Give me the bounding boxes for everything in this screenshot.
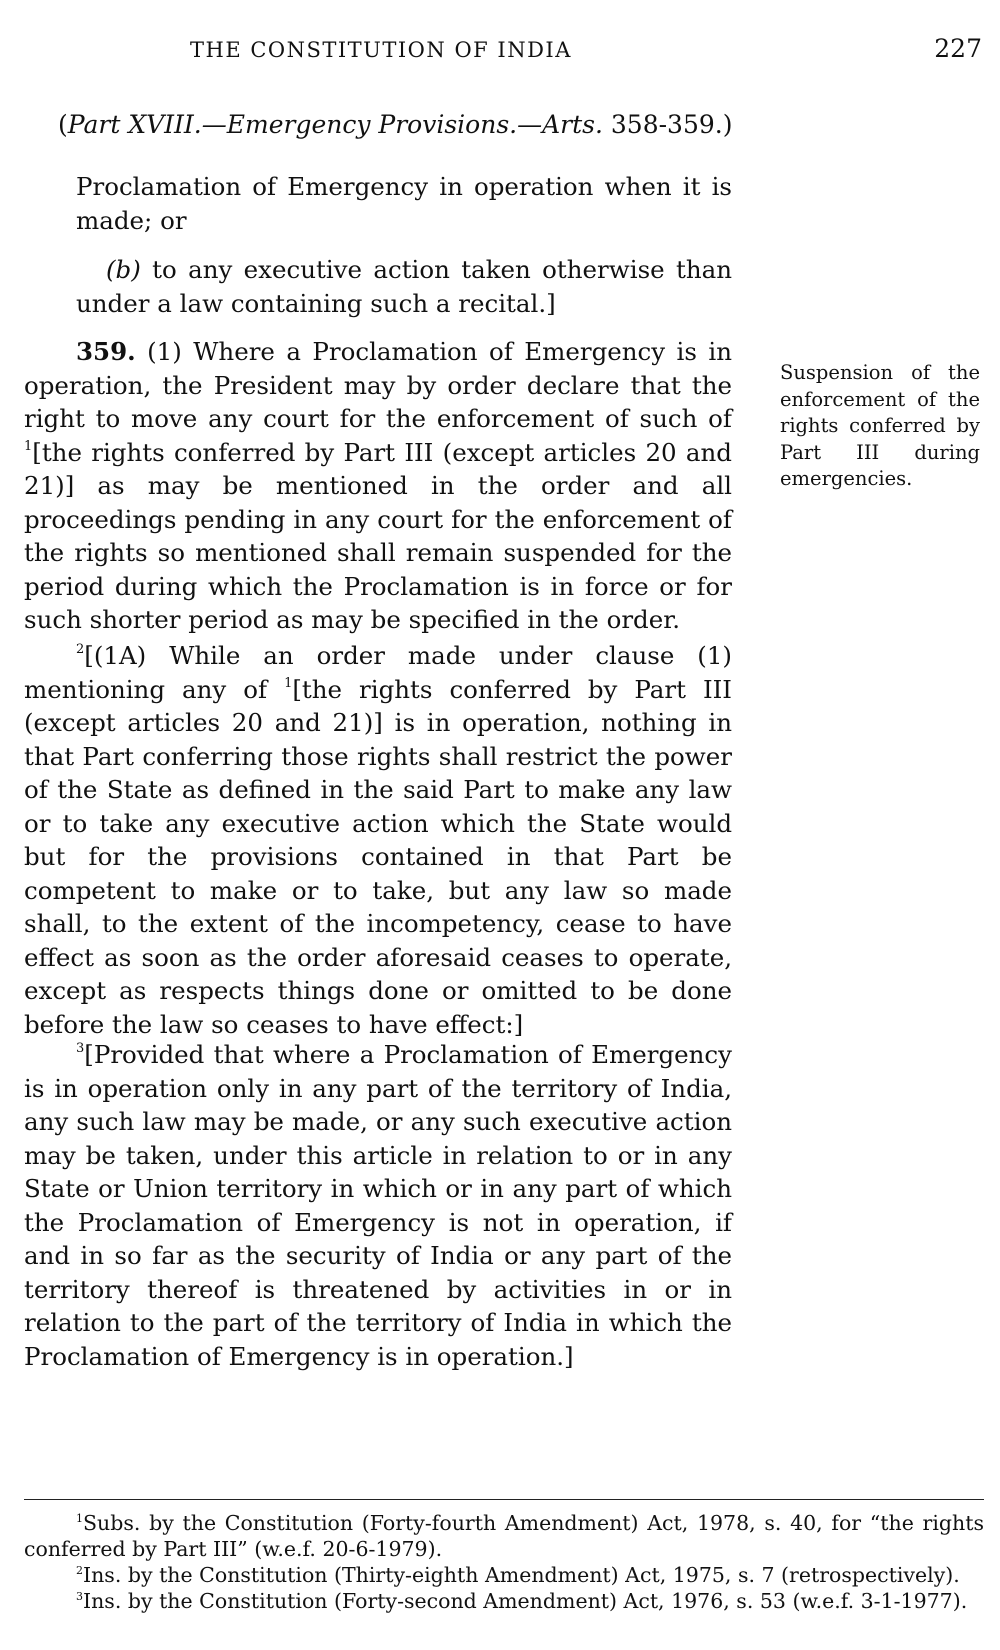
footnote-2-text: Ins. by the Constitution (Thirty-eighth Amendment) Act, 1975, s. 7 (retrospectively). [83,1563,960,1587]
footnote-rule [24,1499,984,1500]
clause-1a-text-a: [(1A) While an order made under clause (1) mentioning any of [24,641,732,704]
footnote-1-text: Subs. by the Constitution (Forty-fourth Amendment) Act, 1978, s. 40, for “the rights conferred by Part III” (w.e.f. 20-6-1979). [24,1511,984,1561]
proviso-text: [Provided that where a Proclamation of Emergency is in operation only in any part of the territory of India, any such law may be made, or any such executive action may be taken, under this article in relation to or in any State or Union territory in which or in any part of which the Proclamation of Emergency is not in operation, if and in so far as the security of India or any part of the territory thereof is threatened by activities in or in relation to the part of the territory of India in which the Proclamation of Emergency is in operation.] [24,1040,732,1371]
running-head: THE CONSTITUTION OF INDIA [190,38,572,62]
sidenote: Suspension of the enforcement of the rights conferred by Part III during emergencies. [780,361,980,490]
part-heading [58,110,732,139]
footnote-ref-1: 1 [24,438,33,454]
page-number: 227 [934,34,982,63]
part-heading-arts: 358-359.) [602,110,733,139]
part-heading-title: Part XVIII.—Emergency Provisions.—Arts. [67,110,603,139]
footnote-2 [24,1562,984,1588]
clause-b-text: to any executive action taken otherwise than under a law containing such a recital.] [76,255,732,318]
footnote-2-mark: 2 [76,1564,83,1577]
footnotes [24,1510,984,1614]
clause-1-text-b: [the rights conferred by Part III (except articles 20 and 21)] as may be mentioned in the order and all proceedings pending in any court for the enforcement of the rights so mentioned shall remain suspended for the period during which the Proclamation is in force or for such shorter period as may be specified in the order. [24,437,732,634]
part-heading-open: ( [58,110,68,139]
article-359-proviso [24,1038,732,1373]
footnote-ref-1b: 1 [284,675,293,691]
clause-b-marker: (b) [106,255,141,284]
footnote-ref-3: 3 [76,1041,85,1056]
footnote-1 [24,1510,984,1562]
clause-b [76,253,732,320]
clause-1-text-a: (1) Where a Proclamation of Emergency is in operation, the President may by order declare that the right to move any court for the enforcement of such of [24,337,732,433]
footnote-3-text: Ins. by the Constitution (Forty-second Amendment) Act, 1976, s. 53 (w.e.f. 3-1-1977). [83,1589,968,1613]
footnote-3 [24,1588,984,1614]
footnote-3-mark: 3 [76,1590,83,1603]
article-number: 359. [76,337,136,366]
article-359-clause-1 [24,335,732,637]
article-359-clause-1a [24,639,732,1041]
clause-1a-text-b: [the rights conferred by Part III (except articles 20 and 21)] is in operation, nothing in that Part conferring those rights shall restrict the power of the State as defined in the said Part to make any law or to take any executive action which the State would but for the provisions contained in that Part be competent to make or to take, but any law so made shall, to the extent of the incompetency, cease to have effect as soon as the order aforesaid ceases to operate, except as respects things done or omitted to be done before the law so ceases to have effect:] [24,674,732,1039]
continuation-text: Proclamation of Emergency in operation when it is made; or [76,172,732,235]
footnote-ref-2: 2 [76,642,85,657]
footnote-1-mark: 1 [76,1512,83,1525]
